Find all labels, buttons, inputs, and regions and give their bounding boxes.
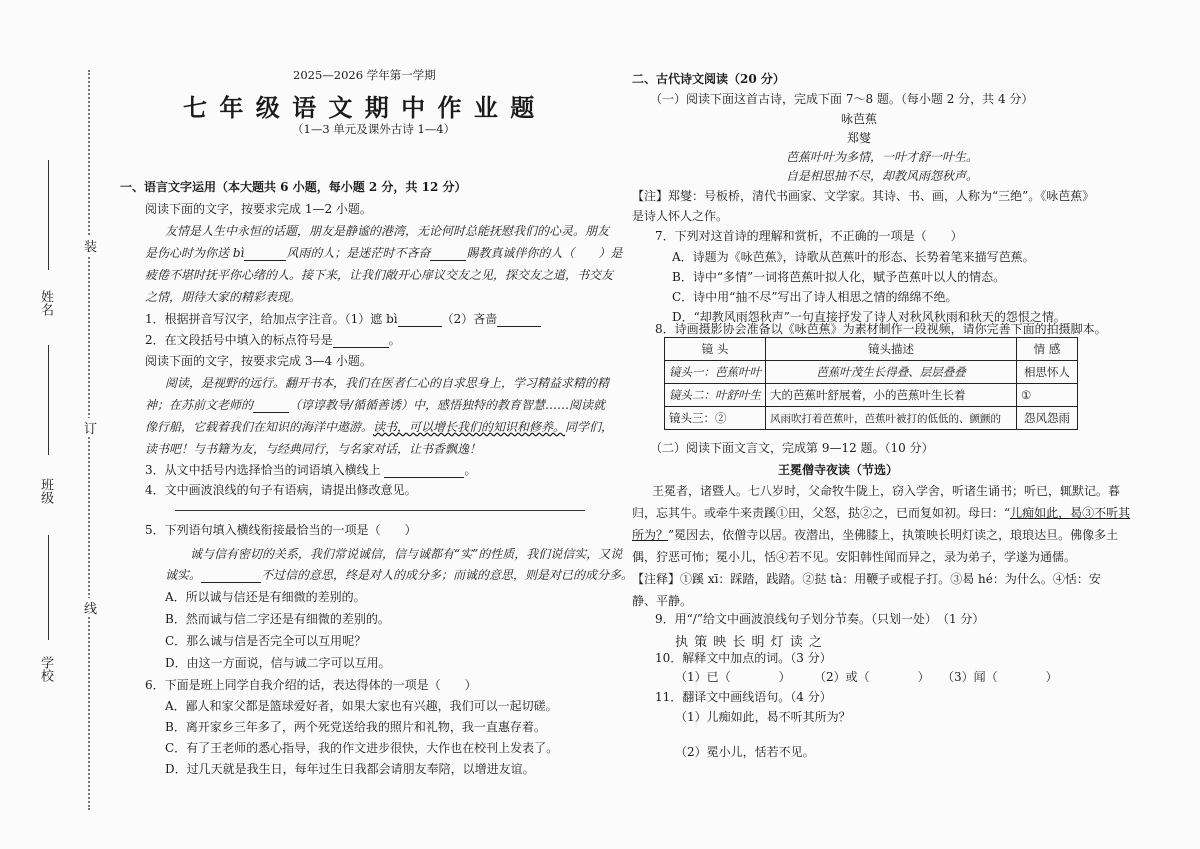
q5-passage-line1: 诚与信有密切的关系，我们常说诚信，信与诚都有“实”的性质，我们说信实，又说 xyxy=(190,547,623,561)
q9-sentence[interactable]: 执 策 映 长 明 灯 读 之 xyxy=(675,635,823,650)
table-header-shot: 镜 头 xyxy=(665,338,766,361)
table-cell: 大的芭蕉叶舒展着，小的芭蕉叶生长着 xyxy=(766,384,1017,407)
question-8: 8．诗画摄影协会准备以《咏芭蕉》为素材制作一段视频，请你完善下面的拍摄脚本。 xyxy=(655,322,1107,336)
page-title: 七 年 级 语 文 期 中 作 业 题 xyxy=(183,93,537,122)
q7-option-d[interactable]: D．“却教风雨怨秋声”一句直接抒发了诗人对秋风秋雨和秋天的怨恨之情。 xyxy=(672,310,1066,324)
classical-text-instruction: （二）阅读下面文言文，完成第 9—12 题。（10 分） xyxy=(650,441,934,455)
q2-answer-blank[interactable] xyxy=(333,347,389,348)
q10-item-3[interactable]: （3）闻（ ） xyxy=(942,670,1058,684)
passage1-line3: 疲倦不堪时抚平你心绪的人。接下来，让我们敞开心扉议交友之见，探交友之道，书交友 xyxy=(145,268,614,282)
q4-answer-line[interactable] xyxy=(175,510,585,511)
passage2-line3: 像行船，它载着我们在知识的海洋中遨游。读书，可以增长我们的知识和修养。同学们， xyxy=(145,420,614,434)
wavy-underlined-sentence: 读书，可以增长我们的知识和修养。 xyxy=(373,420,566,434)
class-label: 班级 xyxy=(38,478,53,504)
binding-char-ding: 订 xyxy=(84,418,97,437)
binding-char-xian: 线 xyxy=(84,598,97,617)
question-4: 4．文中画波浪线的句子有语病，请提出修改意见。 xyxy=(145,483,417,497)
table-cell: 镜头一：芭蕉叶叶 xyxy=(665,361,766,384)
table-cell: 怨风怨雨 xyxy=(1017,407,1078,430)
poem-note-line2: 是诗人怀人之作。 xyxy=(632,209,729,223)
q6-option-b[interactable]: B．离开家乡三年多了，两个死党送给我的照片和礼物，我一直惠存着。 xyxy=(165,720,546,734)
question-6: 6．下面是班上同学自我介绍的话，表达得体的一项是（ ） xyxy=(145,678,477,692)
poem-instruction: （一）阅读下面这首古诗，完成下面 7～8 题。（每小题 2 分，共 4 分） xyxy=(650,92,1034,106)
school-label: 学校 xyxy=(38,656,53,682)
q7-option-a[interactable]: A．诗题为《咏芭蕉》，诗歌从芭蕉叶的形态、长势着笔来描写芭蕉。 xyxy=(672,250,1035,264)
classical-text-line4: 偶，狞恶可怖；冕小儿，恬④若不见。安阳韩性闻而异之，录为弟子，学遂为通儒。 xyxy=(632,550,1077,564)
table-cell: 芭蕉叶茂生长得叠、层层叠叠 xyxy=(766,361,1017,384)
passage2-line2: 神；在苏前文老师的 （谆谆教导/循循善诱）中，感悟独特的教育智慧……阅读就 xyxy=(145,398,606,412)
classical-text-line3: 所为？”冕因去，依僧寺以居。夜潜出，坐佛膝上，执策映长明灯读之，琅琅达旦。佛像多土 xyxy=(632,528,1119,542)
question-10: 10．解释文中加点的词。（3 分） xyxy=(655,651,832,665)
binding-dotted-line xyxy=(88,70,90,810)
section1-heading: 一、语言文字运用（本大题共 6 小题，每小题 2 分，共 12 分） xyxy=(120,180,467,194)
instruction-3-4: 阅读下面的文字，按要求完成 3—4 小题。 xyxy=(145,354,372,368)
table-row xyxy=(665,384,1078,407)
table-row xyxy=(665,361,1078,384)
poem-author: 郑燮 xyxy=(847,131,872,145)
q5-option-d[interactable]: D．由这一方面说，信与诚二字可以互用。 xyxy=(165,656,391,670)
q6-option-d[interactable]: D．过几天就是我生日，每年过生日我都会请朋友奉陪，以增进友谊。 xyxy=(165,762,535,776)
passage2-line4: 读书吧！与书籍为友，与经典同行，与名家对话，让书香飘逸！ xyxy=(145,442,482,456)
q6-option-c[interactable]: C．有了王老师的悉心指导，我的作文进步很快，大作也在校刊上发表了。 xyxy=(165,741,559,755)
table-cell: 镜头二：叶舒叶生 xyxy=(665,384,766,407)
passage1-line1: 友情是人生中永恒的话题，朋友是静谧的港湾，无论何时总能抚慰我们的心灵。朋友 xyxy=(165,224,610,238)
q5-option-a[interactable]: A．所以诚与信还是有细微的差别的。 xyxy=(165,590,366,604)
table-cell: 风雨吹打着芭蕉叶，芭蕉叶被打的低低的、颤颤的 xyxy=(766,407,1017,430)
table-answer-cell-2[interactable]: 镜头三：② xyxy=(665,407,766,430)
q5-option-b[interactable]: B．然而诚与信二字还是有细微的差别的。 xyxy=(165,612,390,626)
binding-char-zhuang: 装 xyxy=(84,236,97,255)
table-header-emotion: 情 感 xyxy=(1017,338,1078,361)
name-blank-line[interactable] xyxy=(48,160,49,270)
question-9: 9．用“/”给文中画波浪线句子划分节奏。（只划一处） （1 分） xyxy=(655,612,985,626)
annotation-line2: 静、平静。 xyxy=(632,594,693,608)
scope-text: （1—3 单元及课外古诗 1—4） xyxy=(292,122,456,136)
question-5: 5．下列语句填入横线衔接最恰当的一项是（ ） xyxy=(145,523,417,537)
q5-passage-line2: 诚实。 不过信的意思，终是对人的成分多；而诚的意思，则是对已的成分多。 xyxy=(165,568,634,582)
q11-sentence-1: （1）儿痴如此，曷不听其所为？ xyxy=(675,710,851,724)
class-blank-line[interactable] xyxy=(48,345,49,455)
q5-option-c[interactable]: C．那么诚与信是否完全可以互用呢？ xyxy=(165,634,367,648)
table-row xyxy=(665,407,1078,430)
q1-answer-blank-2[interactable] xyxy=(497,326,541,327)
q3-answer-blank[interactable] xyxy=(384,477,464,478)
school-blank-line[interactable] xyxy=(48,535,49,640)
question-1: 1．根据拼音写汉字，给加点字注音。（1）遮 bì （2）吝啬 xyxy=(145,310,541,327)
question-2: 2．在文段括号中填入的标点符号是 。 xyxy=(145,333,401,347)
q6-option-a[interactable]: A．鄙人和家父都是篮球爱好者，如果大家也有兴趣，我们可以一起切磋。 xyxy=(165,699,558,713)
poem-title: 咏芭蕉 xyxy=(841,112,878,126)
shooting-script-table xyxy=(664,337,1078,430)
table-cell: 相思怀人 xyxy=(1017,361,1078,384)
classical-text-line2: 归，忘其牛。或牵牛来责蹊①田，父怒，挞②之，已而复如初。母曰：“儿痴如此，曷③不听其 xyxy=(632,506,1131,520)
q10-item-1[interactable]: （1）已（ ） xyxy=(675,670,791,684)
q11-sentence-2: （2）冕小儿，恬若不见。 xyxy=(675,745,815,759)
table-answer-cell-1[interactable]: ① xyxy=(1017,384,1078,407)
term-text: 2025—2026 学年第一学期 xyxy=(293,68,436,82)
section2-heading: 二、古代诗文阅读（20 分） xyxy=(632,72,785,86)
passage2-line1: 阅读，是视野的远行。翻开书本，我们在医者仁心的自求思身上，学习精益求精的精 xyxy=(165,376,610,390)
table-header-description: 镜头描述 xyxy=(766,338,1017,361)
classical-text-title: 王冕僧寺夜读（节选） xyxy=(778,463,899,477)
q10-item-2[interactable]: （2）或（ ） xyxy=(814,670,930,684)
q7-option-c[interactable]: C．诗中用“抽不尽”写出了诗人相思之情的绵绵不绝。 xyxy=(672,290,958,304)
classical-text-line1: 王冕者，诸暨人。七八岁时，父命牧牛陇上，窃入学舍，听诸生诵书；听已，辄默记。暮 xyxy=(652,484,1121,498)
q1-answer-blank-1[interactable] xyxy=(398,326,442,327)
poem-line1: 芭蕉叶叶为多情，一叶才舒一叶生。 xyxy=(786,150,979,164)
instruction-1-2: 阅读下面的文字，按要求完成 1—2 小题。 xyxy=(145,202,372,216)
poem-note-line1: 【注】郑燮：号板桥，清代书画家、文学家。其诗、书、画，人称为“三绝”。《咏芭蕉》 xyxy=(632,189,1095,203)
q7-option-b[interactable]: B．诗中“多情”一词将芭蕉叶拟人化，赋予芭蕉叶以人的情态。 xyxy=(672,270,1006,284)
question-11: 11．翻译文中画线语句。（4 分） xyxy=(655,690,832,704)
poem-line2: 自是相思抽不尽，却教风雨怨秋声。 xyxy=(786,169,979,183)
annotation-line1: 【注释】①蹊 xī：踩踏，践踏。②挞 tà：用鞭子或棍子打。③曷 hé：为什么。④恬：安 xyxy=(632,572,1101,586)
question-3: 3．从文中括号内选择恰当的词语填入横线上 。 xyxy=(145,463,477,477)
passage1-line4: 之情，期待大家的精彩表现。 xyxy=(145,290,302,304)
passage1-line2: 是伤心时为你送 bì 风雨的人；是迷茫时不吝奋 賜教真诚伴你的人（ ）是 xyxy=(145,246,623,260)
question-7: 7．下列对这首诗的理解和赏析，不正确的一项是（ ） xyxy=(655,229,963,243)
name-label: 姓名 xyxy=(38,290,53,316)
